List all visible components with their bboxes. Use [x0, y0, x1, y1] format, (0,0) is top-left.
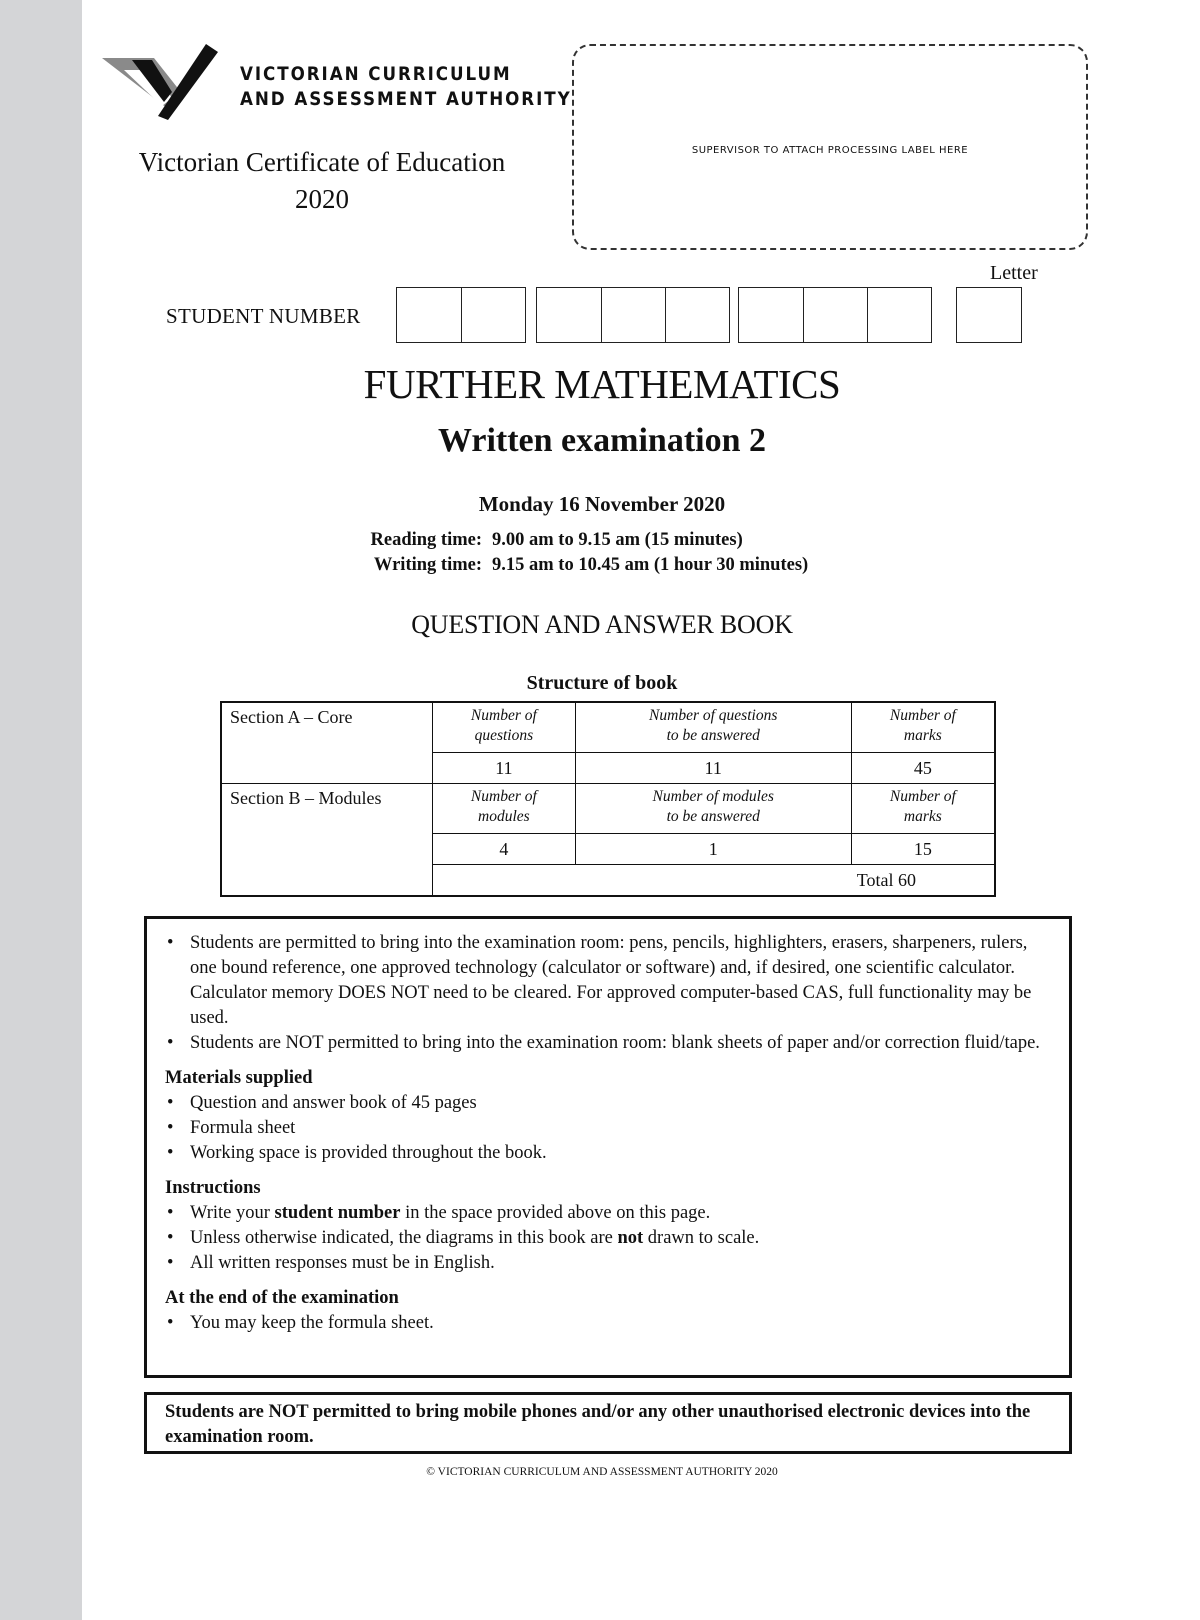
vce-year: 2020: [295, 184, 349, 214]
table-header-cell: Number of questions to be answered: [575, 702, 851, 752]
instructions-list: [165, 1201, 1051, 1276]
exam-title: FURTHER MATHEMATICS: [363, 361, 841, 407]
list-item: • Formula sheet: [165, 1116, 1051, 1141]
list-item: • Students are NOT permitted to bring into the examination room: blank sheets of paper and/or correction fluid/tape.: [165, 1031, 1051, 1056]
reading-time-label: Reading time:: [370, 530, 482, 550]
student-number-box[interactable]: [537, 288, 601, 342]
student-letter-group: [956, 287, 1022, 343]
instructions-box: [144, 916, 1072, 1378]
end-heading: At the end of the examination: [165, 1288, 399, 1308]
instr-bold: not: [617, 1228, 644, 1248]
student-number-box[interactable]: [601, 288, 665, 342]
list-item: • You may keep the formula sheet.: [165, 1311, 1051, 1336]
table-header-cell: Number of marks: [851, 783, 995, 833]
processing-label-area: [572, 44, 1088, 250]
table-header-cell: Number of questions: [433, 702, 576, 752]
student-number-group-3: [738, 287, 932, 343]
list-item: • All written responses must be in English.: [165, 1251, 1051, 1276]
list-item: • Students are permitted to bring into the examination room: pens, pencils, highlighters, erasers, sharpeners, rulers, one bound reference, one approved technology (calculator or software) and, if desired, one scientific calculator. Calculator memory DOES NOT need to be cleared. For approved computer-based CAS, full functionality may be used.: [165, 931, 1051, 1031]
copyright-notice: © VICTORIAN CURRICULUM AND ASSESSMENT AUTHORITY 2020: [426, 1466, 778, 1478]
end-list: [165, 1311, 1051, 1336]
instr-text: drawn to scale.: [643, 1228, 760, 1248]
list-item: [165, 1201, 1051, 1226]
materials-heading: Materials supplied: [165, 1068, 313, 1088]
student-number-box[interactable]: [739, 288, 803, 342]
table-cell: 15: [851, 833, 995, 864]
table-header-cell: Number of marks: [851, 702, 995, 752]
student-number-box[interactable]: [803, 288, 867, 342]
total-marks: Total 60: [433, 864, 996, 896]
book-type-heading: QUESTION AND ANSWER BOOK: [411, 610, 793, 639]
student-number-box[interactable]: [665, 288, 729, 342]
section-b-label: Section B – Modules: [221, 783, 433, 896]
table-header-cell: Number of modules to be answered: [575, 783, 851, 833]
instr-text: Unless otherwise indicated, the diagrams in this book are: [190, 1228, 618, 1248]
reading-time-value: 9.00 am to 9.15 am (15 minutes): [492, 530, 743, 550]
instr-bold: student number: [274, 1203, 401, 1223]
table-row: [221, 702, 995, 752]
table-cell: 4: [433, 833, 576, 864]
processing-label-text: SUPERVISOR TO ATTACH PROCESSING LABEL HERE: [691, 145, 969, 156]
writing-time-label: Writing time:: [373, 555, 482, 575]
table-row: [221, 783, 995, 833]
logo-text-line2: AND ASSESSMENT AUTHORITY: [240, 88, 572, 110]
student-number-box[interactable]: [461, 288, 525, 342]
table-cell: 45: [851, 752, 995, 783]
instructions-heading: Instructions: [165, 1178, 261, 1198]
table-cell: 1: [575, 833, 851, 864]
vcaa-tick-logo-icon: [102, 40, 242, 120]
exam-date: Monday 16 November 2020: [478, 492, 726, 516]
logo-text-line1: VICTORIAN CURRICULUM: [240, 63, 512, 85]
permission-list: [165, 931, 1051, 1056]
student-letter-box[interactable]: [957, 288, 1021, 342]
table-header-cell: Number of modules: [433, 783, 576, 833]
student-number-label: STUDENT NUMBER: [166, 304, 361, 328]
section-a-label: Section A – Core: [221, 702, 433, 783]
materials-list: [165, 1091, 1051, 1166]
table-cell: 11: [433, 752, 576, 783]
structure-table: [220, 701, 996, 897]
table-cell: 11: [575, 752, 851, 783]
instr-text: Write your: [190, 1203, 275, 1223]
vcaa-logo: [102, 40, 572, 120]
list-item: • Working space is provided throughout the book.: [165, 1141, 1051, 1166]
vce-title-line: Victorian Certificate of Education: [138, 147, 506, 177]
list-item: • Question and answer book of 45 pages: [165, 1091, 1051, 1116]
exam-cover-page: [82, 0, 1200, 1620]
student-number-box[interactable]: [397, 288, 461, 342]
letter-label: Letter: [990, 262, 1038, 284]
list-item: [165, 1226, 1051, 1251]
exam-subtitle: Written examination 2: [437, 422, 766, 459]
student-number-group-2: [536, 287, 730, 343]
student-number-box[interactable]: [867, 288, 931, 342]
student-number-group-1: [396, 287, 526, 343]
structure-heading: Structure of book: [526, 672, 678, 694]
writing-time-value: 9.15 am to 10.45 am (1 hour 30 minutes): [492, 555, 809, 575]
page-margin-strip: [0, 0, 82, 1620]
vce-title: [82, 144, 562, 218]
device-warning: Students are NOT permitted to bring mobile phones and/or any other unauthorised electronic devices into the examination room.: [144, 1392, 1072, 1454]
instr-text: in the space provided above on this page.: [400, 1203, 711, 1223]
